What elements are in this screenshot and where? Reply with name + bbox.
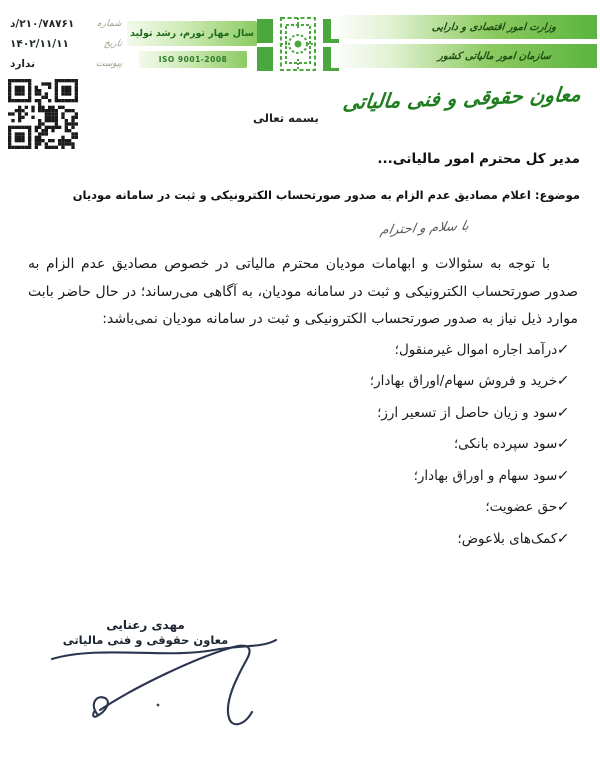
slogan-banner-text: سال مهار تورم، رشد تولید (130, 28, 254, 39)
subject-line: موضوع: اعلام مصادیق عدم الزام به صدور صورتحساب الکترونیکی و ثبت در سامانه مودیان (72, 188, 580, 202)
department-calligraphy: معاون حقوقی و فنی مالیاتی (341, 81, 583, 115)
signer-title: معاون حقوقی و فنی مالیاتی (62, 633, 229, 647)
letter-attachment-row (10, 54, 122, 74)
signer-name: مهدی رعنایی (106, 618, 185, 632)
checkmark-icon: ✓ (556, 436, 571, 453)
exempt-items-list (0, 334, 578, 555)
list-item (0, 492, 578, 524)
iso-banner (139, 51, 247, 68)
letter-date-value: ۱۴۰۲/۱۱/۱۱ (10, 38, 69, 50)
letter-number-row (10, 14, 122, 34)
letter-date-row (10, 34, 122, 54)
checkmark-icon: ✓ (556, 404, 571, 421)
list-item-text: سود سپرده بانکی؛ (453, 436, 558, 453)
letter-number-value: ۲۱۰/۷۸۷۶۱/د (10, 18, 75, 30)
besmele-line: بسمه تعالی (253, 111, 319, 125)
letterhead-meta (10, 14, 122, 74)
signature-block (48, 612, 293, 747)
ministry-banner (331, 15, 597, 39)
organization-banner-text: سازمان امور مالیاتی کشور (436, 50, 552, 62)
slogan-banner (127, 21, 257, 46)
ministry-banner-text: وزارت امور اقتصادی و دارایی (431, 21, 557, 33)
body-paragraph: با توجه به سئوالات و ابهامات مودیان محترم مالیاتی در خصوص مصادیق عدم الزام به صدور صورتحساب الکترونیکی و ثبت در سامانه مودیان، به آگاهی می‌رساند؛ در حال حاضر بابت موارد ذیل نیاز به صدور صورتحساب الکترونیکی و ثبت در سامانه مودیان نمی‌باشد: (28, 256, 578, 327)
checkmark-icon: ✓ (556, 373, 571, 390)
list-item (0, 429, 578, 461)
letter-attachment-value: ندارد (10, 58, 36, 70)
signature-scribble (48, 612, 293, 747)
letter-number-label: شماره (96, 19, 123, 29)
iso-banner-text: ISO 9001-2008 (158, 55, 228, 64)
list-item-text: حق عضویت؛ (485, 499, 558, 516)
list-item-text: سود و زیان حاصل از تسعیر ارز؛ (377, 404, 558, 421)
list-item (0, 460, 578, 492)
recipient-line: مدیر کل محترم امور مالیاتی... (377, 151, 580, 167)
list-item-text: کمک‌های بلاعوض؛ (457, 530, 558, 547)
checkmark-icon: ✓ (556, 499, 571, 516)
letter-date-label: تاریخ (103, 39, 123, 49)
list-item (0, 334, 578, 366)
list-item-text: خرید و فروش سهام/اوراق بهادار؛ (369, 373, 558, 390)
salutation-handwritten: با سلام و احترام (378, 218, 470, 239)
organization-banner (331, 44, 597, 68)
checkmark-icon: ✓ (556, 467, 571, 484)
letter-attachment-label: پیوست (94, 59, 123, 69)
list-item (0, 523, 578, 555)
checkmark-icon: ✓ (556, 530, 571, 547)
list-item-text: سود سهام و اوراق بهادار؛ (413, 467, 558, 484)
tax-organization-logo-icon (257, 9, 339, 81)
qr-code (8, 79, 78, 149)
list-item-text: درآمد اجاره اموال غیرمنقول؛ (394, 341, 558, 358)
checkmark-icon: ✓ (556, 341, 571, 358)
list-item (0, 366, 578, 398)
list-item (0, 397, 578, 429)
